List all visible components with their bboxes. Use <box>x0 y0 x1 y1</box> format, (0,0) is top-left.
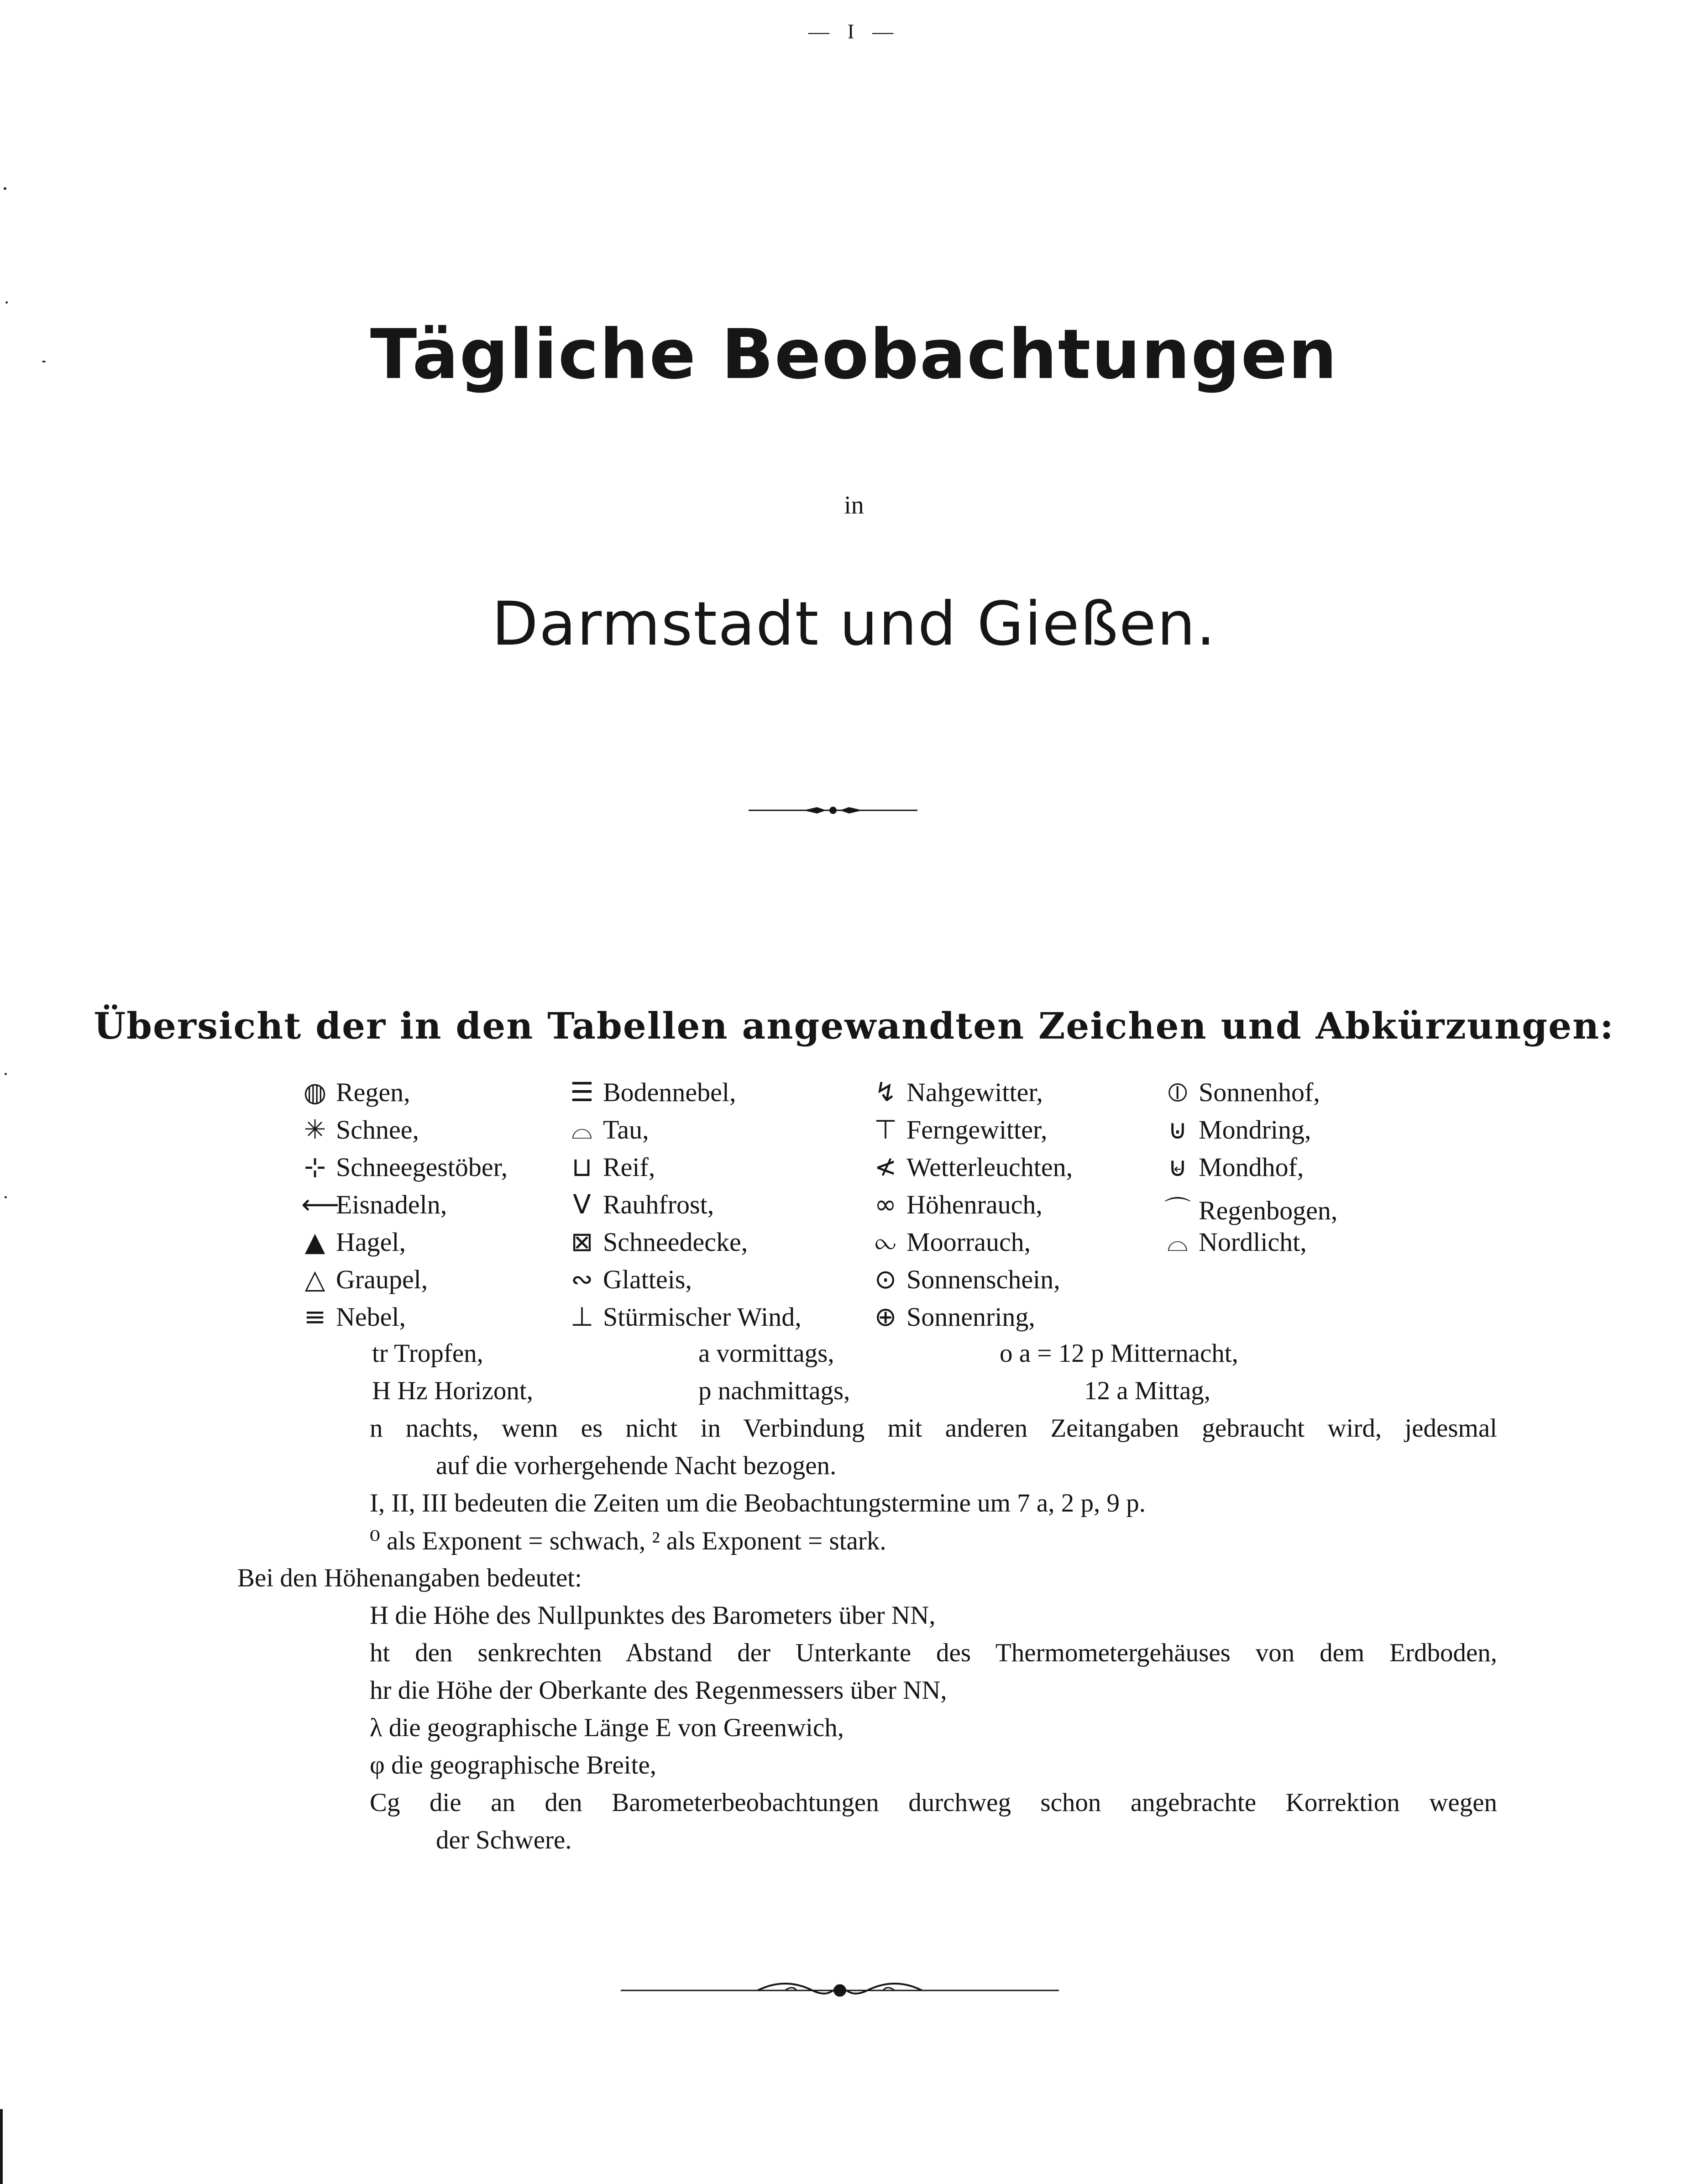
symbol-entry: ⌓ Nordlicht, <box>1164 1226 1307 1258</box>
glaze-icon: ∾ <box>571 1264 593 1295</box>
sun-halo-icon: ⦶ <box>1168 1076 1188 1108</box>
note-night: n nachts, wenn es nicht in Verbindung mit anderen Zeitangaben gebraucht wird, jedesmal <box>370 1414 1497 1443</box>
symbol-entry: ◍ Regen, <box>301 1076 410 1108</box>
fog-icon: ≡ <box>304 1301 326 1332</box>
moor-smoke-icon: ⧜ <box>875 1226 896 1257</box>
heights-item-cont: der Schwere. <box>436 1826 572 1854</box>
symbol-entry: ✳ Schnee, <box>301 1114 419 1145</box>
moon-ring-icon: ⊍ <box>1168 1114 1188 1145</box>
hoarfrost-icon: ⊔ <box>571 1151 592 1182</box>
symbol-entry: ⊍ Mondring, <box>1164 1114 1311 1145</box>
rime-icon: V <box>573 1189 591 1220</box>
abbr-p: p nachmittags, <box>698 1376 850 1405</box>
rain-icon: ◍ <box>303 1076 327 1108</box>
symbol-entry: ∾ Glatteis, <box>568 1264 692 1295</box>
heights-item: ht den senkrechten Abstand der Unterkante des Thermometergehäuses von dem Erdboden, <box>370 1638 1497 1667</box>
sunshine-icon: ⊙ <box>874 1264 897 1295</box>
near-thunderstorm-icon: ↯ <box>874 1076 897 1108</box>
aurora-icon: ⌓ <box>1167 1226 1188 1257</box>
scan-speck <box>42 361 46 362</box>
heights-intro: Bei den Höhenangaben bedeutet: <box>237 1564 582 1592</box>
symbol-entry: ⊌ Mondhof, <box>1164 1151 1304 1182</box>
note-night-cont: auf die vorhergehende Nacht bezogen. <box>436 1451 837 1480</box>
symbol-entry: ▲ Hagel, <box>301 1226 406 1257</box>
heights-item: hr die Höhe der Oberkante des Regenmessers über NN, <box>370 1676 947 1705</box>
scan-edge <box>0 2109 3 2184</box>
scan-speck <box>4 187 6 190</box>
symbol-entry: ⊕ Sonnenring, <box>872 1301 1035 1332</box>
divider-ornament <box>749 803 917 817</box>
symbol-entry: ⌓ Tau, <box>568 1114 649 1145</box>
end-ornament <box>621 1977 1059 2004</box>
heights-item: H die Höhe des Nullpunktes des Barometers über NN, <box>370 1601 936 1630</box>
heights-item: Cg die an den Barometerbeobachtungen durchweg schon angebrachte Korrektion wegen <box>370 1788 1497 1817</box>
symbol-entry: ∞ Höhenrauch, <box>872 1189 1043 1220</box>
scan-speck <box>5 301 8 304</box>
symbol-entry: ⦶ Sonnenhof, <box>1164 1076 1320 1108</box>
hail-icon: ▲ <box>304 1226 325 1257</box>
ground-fog-icon: ☰ <box>570 1076 594 1108</box>
symbol-entry: ⌒ Regenbogen, <box>1164 1189 1337 1227</box>
sheet-lightning-icon: ≮ <box>874 1151 897 1182</box>
abbr-tr: tr Tropfen, <box>372 1339 483 1368</box>
abbr-midnight: o a = 12 p Mitternacht, <box>1000 1339 1238 1368</box>
note-roman: I, II, III bedeuten die Zeiten um die Beobachtungstermine um 7 a, 2 p, 9 p. <box>370 1489 1146 1517</box>
snowdrift-icon: ⊹ <box>304 1151 326 1182</box>
symbol-entry: ⊹ Schneegestöber, <box>301 1151 508 1182</box>
ice-needles-icon: ⟵ <box>301 1189 340 1220</box>
abbr-h: H Hz Horizont, <box>372 1376 533 1405</box>
scan-speck <box>5 1196 7 1198</box>
snow-cover-icon: ⊠ <box>571 1226 593 1257</box>
symbol-entry: △ Graupel, <box>301 1264 428 1295</box>
symbol-entry: ⊤ Ferngewitter, <box>872 1114 1048 1145</box>
page-subtitle: Darmstadt und Gießen. <box>492 589 1216 659</box>
page-number: — I — <box>808 20 900 43</box>
symbol-entry: ⊥ Stürmischer Wind, <box>568 1301 802 1332</box>
snow-icon: ✳ <box>304 1114 326 1145</box>
title-connector: in <box>844 491 864 520</box>
abbr-a: a vormittags, <box>698 1339 834 1368</box>
note-exponent: ⁰ als Exponent = schwach, ² als Exponent = stark. <box>370 1527 886 1555</box>
symbol-entry: ↯ Nahgewitter, <box>872 1076 1043 1108</box>
symbol-entry: ⊔ Reif, <box>568 1151 655 1182</box>
distant-thunderstorm-icon: ⊤ <box>874 1114 897 1145</box>
legend-heading: Übersicht der in den Tabellen angewandten Zeichen und Abkürzungen: <box>94 1004 1614 1047</box>
dew-icon: ⌓ <box>571 1114 592 1145</box>
scan-speck <box>5 1073 7 1075</box>
page-title: Tägliche Beobachtungen <box>370 315 1338 394</box>
rainbow-icon: ⌒ <box>1164 1195 1191 1226</box>
heights-item: λ die geographische Länge E von Greenwich, <box>370 1713 844 1742</box>
symbol-entry: ≮ Wetterleuchten, <box>872 1151 1073 1182</box>
symbol-entry: ≡ Nebel, <box>301 1301 406 1332</box>
abbr-noon: 12 a Mittag, <box>1084 1376 1211 1405</box>
sun-ring-icon: ⊕ <box>874 1301 897 1332</box>
moon-halo-icon: ⊌ <box>1168 1151 1188 1182</box>
haze-icon: ∞ <box>874 1189 897 1220</box>
symbol-entry: ⊠ Schneedecke, <box>568 1226 748 1257</box>
graupel-icon: △ <box>304 1264 325 1295</box>
symbol-entry: ⟵Eisnadeln, <box>301 1189 447 1220</box>
symbol-entry: V Rauhfrost, <box>568 1189 714 1220</box>
symbol-entry: ⧜ Moorrauch, <box>872 1226 1031 1258</box>
storm-wind-icon: ⊥ <box>570 1301 594 1332</box>
symbol-entry: ⊙ Sonnenschein, <box>872 1264 1060 1295</box>
heights-item: φ die geographische Breite, <box>370 1751 657 1780</box>
symbol-entry: ☰ Bodennebel, <box>568 1076 736 1108</box>
